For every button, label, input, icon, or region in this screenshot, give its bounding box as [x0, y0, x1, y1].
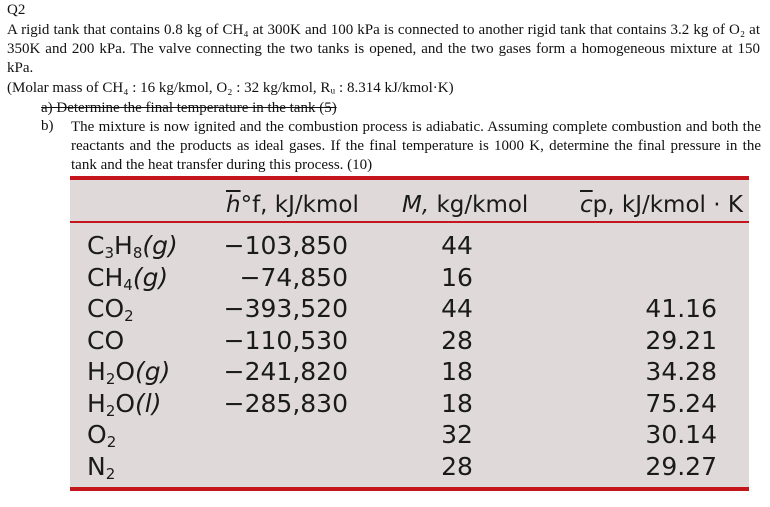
cp-cell [600, 230, 717, 262]
species-subscript: 8 [132, 244, 143, 262]
molar-mass-cell: 28 [441, 325, 473, 355]
header-cp [580, 192, 743, 218]
species-cell [87, 325, 124, 357]
species-main: CO [87, 294, 125, 323]
species-main: C [87, 231, 105, 260]
enthalpy-cell [223, 451, 348, 483]
species-subscript: 2 [105, 370, 116, 388]
species-subscript: 2 [124, 307, 134, 325]
species-subscript: 4 [123, 275, 133, 294]
cp-cell: 75.24 [645, 388, 717, 418]
molar-mass-cell: 16 [441, 262, 473, 292]
species-phase: (g) [135, 357, 171, 386]
molar-mass-cell: 44 [441, 294, 473, 323]
cp-symbol: $\overline{c}$ [580, 192, 593, 218]
cp-cell: 30.14 [645, 420, 717, 449]
cp-cell: 34.28 [645, 357, 717, 386]
enthalpy-cell: −110,530 [223, 325, 348, 355]
species-phase: (g) [142, 231, 178, 260]
species-main: CO [87, 325, 125, 355]
enthalpy-cell: −393,520 [223, 294, 348, 323]
species-cell [87, 230, 178, 262]
species-mid: O [115, 357, 136, 386]
molar-mass-note: (Molar mass of CH₄ : 16 kg/kmol, O₂ : 32 kg/kmol, Rᵤ : 8.314 kJ/kmol·K) [7, 80, 454, 96]
species-subscript: 3 [104, 244, 115, 262]
species-phase: (l) [135, 388, 162, 418]
m-unit: kg/kmol [429, 192, 529, 218]
species-subscript: 2 [105, 401, 116, 420]
part-a-struck: a) Determine the final temperature in the tank (5) [41, 100, 337, 116]
species-mid: O [115, 388, 136, 418]
species-main: H [87, 388, 106, 418]
species-cell [87, 356, 170, 388]
part-b-label: b) [41, 118, 54, 134]
enthalpy-cell: −74,850 [239, 262, 348, 292]
cp-cell [600, 262, 717, 294]
enthalpy-cell [223, 419, 348, 451]
species-main: H [87, 357, 106, 386]
species-cell [87, 293, 134, 325]
cp-cell: 29.21 [645, 325, 717, 355]
property-table [70, 176, 749, 491]
molar-mass-cell: 18 [441, 388, 473, 418]
species-subscript: 2 [106, 433, 117, 451]
species-main: O [87, 420, 107, 449]
part-b-text: The mixture is now ignited and the combustion process is adiabatic. Assuming complete combustion and both the reactants and the products as ideal gases. If the final temperature is 1000 K, determine the final pressure in the tank and the heat transfer during this process. (10) [71, 119, 761, 173]
species-subscript: 2 [105, 464, 116, 483]
species-mid: H [114, 231, 133, 260]
molar-mass-cell: 32 [441, 420, 473, 449]
h-symbol: $\overline{h}$ [226, 192, 241, 218]
species-main: N [87, 451, 106, 481]
species-cell [87, 262, 168, 294]
cp-unit: p, kJ/kmol · K [592, 192, 743, 218]
enthalpy-cell: −285,830 [223, 388, 348, 418]
species-cell [87, 388, 162, 420]
enthalpy-cell: −103,850 [223, 231, 348, 260]
enthalpy-cell: −241,820 [223, 357, 348, 386]
m-symbol: M, [402, 192, 430, 218]
molar-mass-cell: 28 [441, 451, 473, 481]
cp-cell: 41.16 [645, 294, 717, 323]
species-phase: (g) [132, 262, 169, 292]
molar-mass-cell: 44 [441, 231, 473, 260]
header-rule [70, 221, 749, 223]
problem-statement: A rigid tank that contains 0.8 kg of CH₄ at 300K and 100 kPa is connected to another rigid tank that contains 3.2 kg of O₂ at 350K and 200 kPa. The valve connecting the two tanks is opened, and the two gases form a homogeneous mixture at 150 kPa. [7, 22, 760, 76]
species-cell [87, 419, 116, 451]
cp-cell: 29.27 [645, 451, 717, 481]
molar-mass-cell: 18 [441, 357, 473, 386]
h-unit: °f, kJ/kmol [240, 192, 359, 218]
species-cell [87, 451, 115, 483]
header-enthalpy [226, 192, 359, 218]
question-number: Q2 [7, 2, 26, 18]
species-main: CH [87, 262, 124, 292]
header-molar-mass [402, 192, 528, 218]
